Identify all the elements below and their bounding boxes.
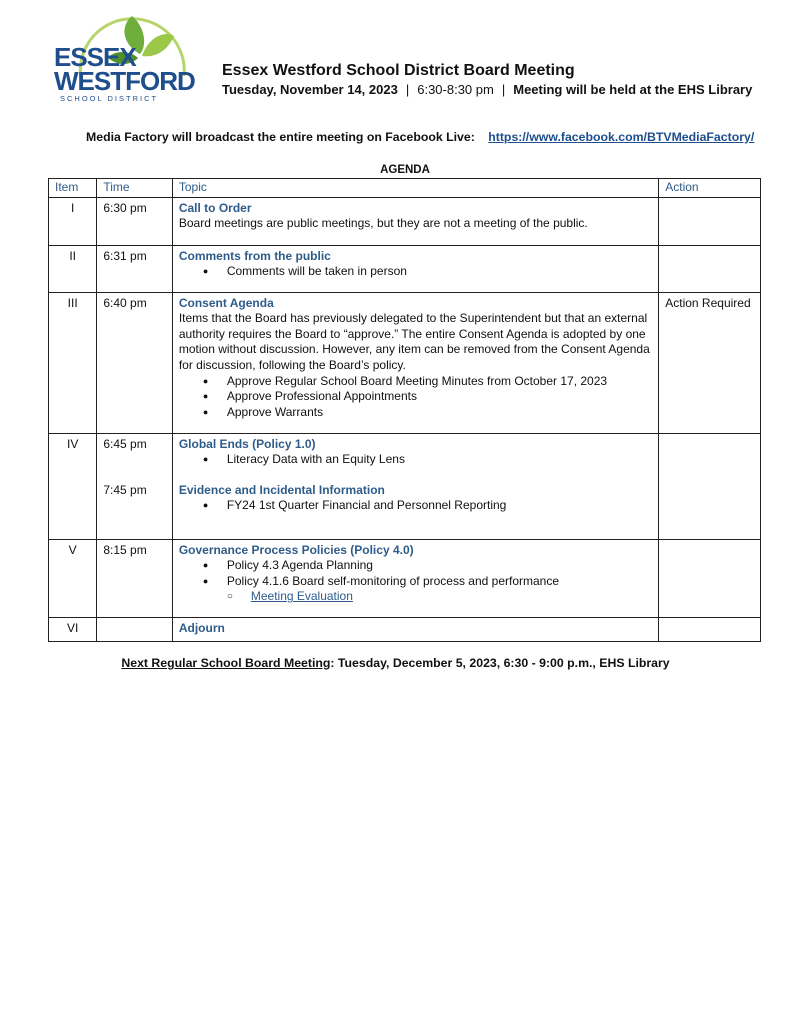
logo-word-essex: ESSEX	[54, 42, 136, 72]
item-topic	[172, 617, 658, 641]
section-title: Governance Process Policies (Policy 4.0)	[178, 542, 414, 557]
item-number: VI	[49, 617, 97, 641]
meeting-evaluation-link[interactable]: Meeting Evaluation	[250, 589, 353, 604]
item-time	[97, 433, 173, 539]
next-meeting-label: Next Regular School Board Meeting	[121, 656, 331, 670]
list-item: ● Approve Professional Appointments	[203, 389, 652, 405]
separator: |	[501, 82, 506, 97]
item-number: II	[49, 245, 97, 292]
item-time: 6:30 pm	[97, 197, 173, 245]
item-time: 6:31 pm	[97, 245, 173, 292]
item-time: 8:15 pm	[97, 539, 173, 617]
section-title: Consent Agenda	[178, 295, 274, 310]
section-title: Call to Order	[178, 200, 252, 215]
table-row	[49, 197, 761, 245]
list-item: ● Approve Warrants	[203, 405, 652, 421]
item-action	[659, 433, 761, 539]
meeting-location: Meeting will be held at the EHS Library	[513, 82, 753, 97]
next-meeting	[0, 656, 791, 670]
media-notice	[86, 130, 754, 144]
district-logo	[52, 14, 195, 104]
item-time	[97, 617, 173, 641]
item-number: I	[49, 197, 97, 245]
list-item: ● Policy 4.1.6 Board self-monitoring of process and performance	[203, 574, 652, 590]
meeting-date: Tuesday, November 14, 2023	[222, 82, 398, 97]
table-row	[49, 433, 761, 539]
next-meeting-details: : Tuesday, December 5, 2023, 6:30 - 9:00 p.m., EHS Library	[330, 656, 670, 670]
section-text: Board meetings are public meetings, but they are not a meeting of the public.	[178, 216, 588, 231]
item-action	[659, 617, 761, 641]
meeting-info	[222, 82, 752, 97]
list-item: ● Comments will be taken in person	[203, 264, 652, 280]
item-time: 6:40 pm	[97, 292, 173, 433]
item-number: V	[49, 539, 97, 617]
list-item: ● FY24 1st Quarter Financial and Personnel Reporting	[203, 498, 652, 514]
item-topic	[172, 292, 658, 433]
section-title: Comments from the public	[178, 248, 331, 263]
table-header-row	[49, 179, 761, 198]
item-number: III	[49, 292, 97, 433]
item-action	[659, 539, 761, 617]
meeting-time: 6:30-8:30 pm	[417, 82, 494, 97]
agenda-table	[48, 178, 761, 642]
logo-word-school-district: SCHOOL DISTRICT	[60, 94, 159, 103]
item-time-1: 6:45 pm	[103, 436, 147, 451]
facebook-link[interactable]: https://www.facebook.com/BTVMediaFactory/	[488, 130, 755, 144]
col-action: Action	[659, 179, 761, 198]
section-title: Global Ends (Policy 1.0)	[178, 436, 316, 451]
list-item: ● Policy 4.3 Agenda Planning	[203, 558, 652, 574]
col-time: Time	[97, 179, 173, 198]
col-topic: Topic	[172, 179, 658, 198]
item-time-2: 7:45 pm	[103, 483, 147, 498]
agenda-heading: AGENDA	[380, 164, 430, 176]
item-topic	[172, 539, 658, 617]
media-text: Media Factory will broadcast the entire meeting on Facebook Live:	[86, 130, 475, 144]
logo-word-westford: WESTFORD	[54, 66, 195, 96]
table-row	[49, 245, 761, 292]
list-item: ● Literacy Data with an Equity Lens	[203, 452, 652, 468]
section-title: Adjourn	[178, 620, 225, 635]
item-number: IV	[49, 433, 97, 539]
item-topic	[172, 245, 658, 292]
list-item: ● Approve Regular School Board Meeting Minutes from October 17, 2023	[203, 374, 652, 390]
table-row	[49, 617, 761, 641]
separator: |	[405, 82, 410, 97]
section-text: Items that the Board has previously delegated to the Superintendent but that an external authority requires the Board to “approve.” The entire Consent Agenda is adopted by one motion without discussion. However, any item can be removed from the Consent Agenda for discussion, following the Board’s policy.	[178, 311, 650, 372]
col-item: Item	[49, 179, 97, 198]
section-title: Evidence and Incidental Information	[178, 482, 385, 497]
item-topic	[172, 433, 658, 539]
table-row	[49, 292, 761, 433]
item-topic	[172, 197, 658, 245]
table-row	[49, 539, 761, 617]
page-title: Essex Westford School District Board Meeting	[222, 62, 575, 79]
item-action: Action Required	[659, 292, 761, 433]
item-action	[659, 197, 761, 245]
item-action	[659, 245, 761, 292]
